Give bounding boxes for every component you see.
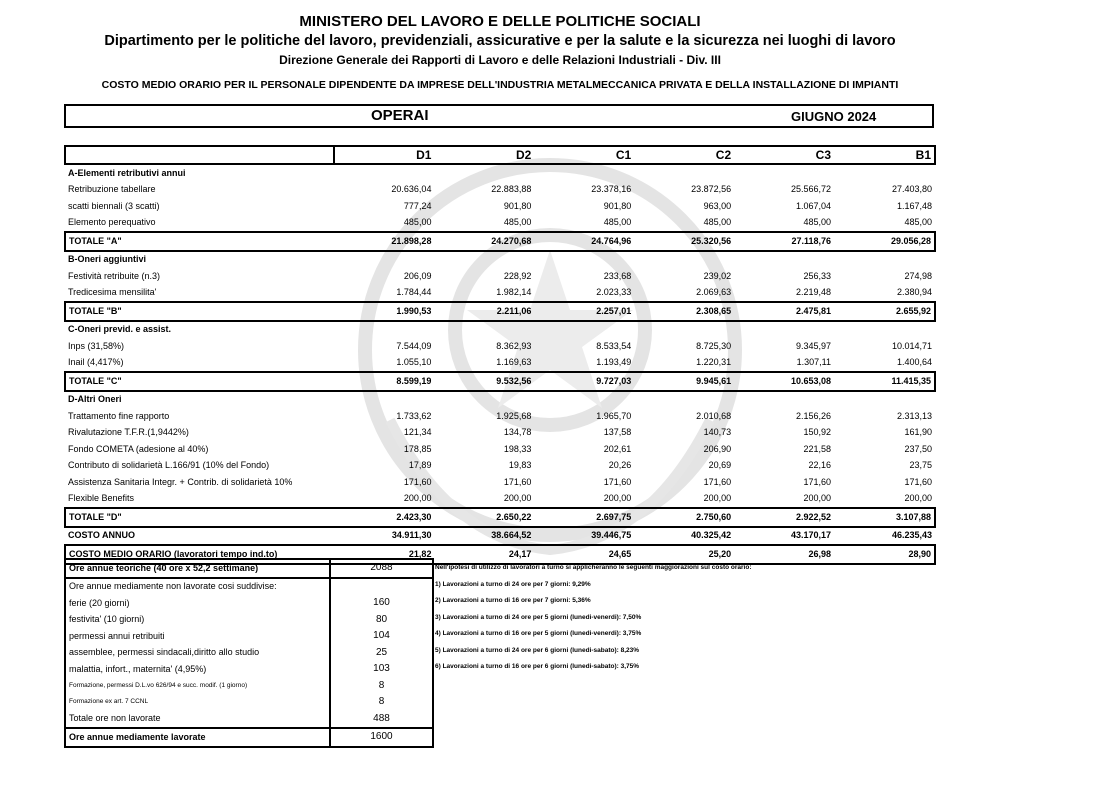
cell-c1 <box>534 321 634 339</box>
hours-value: 2088 <box>330 559 433 578</box>
table-row <box>65 474 935 491</box>
cell-c3: 2.475,81 <box>734 302 834 321</box>
section-row <box>65 251 935 269</box>
cell-d1: 2.423,30 <box>334 508 435 527</box>
row-label: TOTALE "C" <box>65 372 334 391</box>
shift-note: 1) Lavorazioni a turno di 24 ore per 7 giorni: 9,29% <box>435 580 591 588</box>
hours-value: 160 <box>330 595 433 612</box>
cell-c3: 485,00 <box>803 217 832 228</box>
cell-b1: 171,60 <box>904 476 932 487</box>
hours-row <box>65 578 433 596</box>
hours-row <box>65 559 433 578</box>
cell-c2: 25.320,56 <box>634 232 734 251</box>
row-label: C-Oneri previd. e assist. <box>68 324 172 335</box>
cell-c2: 2.010,68 <box>696 410 732 421</box>
cell-d2: 8.362,93 <box>496 340 532 351</box>
section-row <box>65 391 935 409</box>
cell-d2: 198,33 <box>503 443 532 454</box>
cell-d1: 206,09 <box>403 270 432 281</box>
category-banner <box>64 104 934 128</box>
cell-d2: 24.270,68 <box>434 232 534 251</box>
cell-d1: 21,82 <box>334 545 435 564</box>
cell-c2: 9.945,61 <box>634 372 734 391</box>
cell-c1: 39.446,75 <box>591 530 632 541</box>
cell-c3 <box>734 251 834 269</box>
cell-b1: 27.403,80 <box>891 184 932 195</box>
cell-d1 <box>334 321 435 339</box>
table-row <box>65 491 935 509</box>
column-header-d2: D2 <box>434 146 534 164</box>
cell-c3 <box>734 164 834 182</box>
cell-c1: 200,00 <box>603 493 632 504</box>
cell-c3: 256,33 <box>803 270 832 281</box>
row-label: Inps (31,58%) <box>68 340 125 351</box>
cell-d1: 8.599,19 <box>334 372 435 391</box>
row-label: TOTALE "D" <box>65 508 334 527</box>
cell-d1: 121,34 <box>403 427 432 438</box>
cell-d2 <box>434 164 534 182</box>
cell-c2: 2.069,63 <box>696 287 732 298</box>
cell-c3: 22,16 <box>808 460 832 471</box>
cell-b1 <box>834 251 935 269</box>
cell-c2 <box>634 391 734 409</box>
cell-d1: 34.911,30 <box>391 530 432 541</box>
cell-c1: 2.257,01 <box>534 302 634 321</box>
hours-value: 80 <box>330 612 433 629</box>
cell-c3: 25.566,72 <box>790 184 832 195</box>
hours-value: 1600 <box>330 728 433 747</box>
cell-b1 <box>834 164 935 182</box>
row-label: A-Elementi retributivi annui <box>68 167 186 178</box>
cell-c2: 963,00 <box>703 200 732 211</box>
hours-row <box>65 595 433 612</box>
cell-b1: 2.655,92 <box>834 302 935 321</box>
cell-b1: 485,00 <box>904 217 932 228</box>
hours-row <box>65 645 433 662</box>
cell-d1: 1.055,10 <box>396 357 432 368</box>
table-row <box>65 285 935 303</box>
cell-d2: 171,60 <box>503 476 532 487</box>
row-label: Elemento perequativo <box>68 217 156 228</box>
cell-d2 <box>434 321 534 339</box>
hours-label: Formazione, permessi D.L.vo 626/94 e succ. modif. (1 giorno) <box>69 681 248 689</box>
row-label: Festività retribuite (n.3) <box>68 270 161 281</box>
total-row <box>65 232 935 251</box>
cell-d2: 1.925,68 <box>496 410 532 421</box>
cell-c1: 24,65 <box>534 545 634 564</box>
hours-value: 8 <box>330 694 433 711</box>
column-header-c2: C2 <box>634 146 734 164</box>
cell-c3: 27.118,76 <box>734 232 834 251</box>
cell-d2: 38.664,52 <box>491 530 532 541</box>
cell-d2: 2.650,22 <box>434 508 534 527</box>
hours-label: Ore annue mediamente non lavorate cosi suddivise: <box>69 581 277 592</box>
cell-b1: 23,75 <box>909 460 932 471</box>
cell-c1: 2.023,33 <box>596 287 632 298</box>
cell-b1: 1.400,64 <box>896 357 932 368</box>
hours-value: 103 <box>330 661 433 678</box>
cell-b1: 161,90 <box>904 427 932 438</box>
column-header-blank <box>65 146 334 164</box>
shift-notes <box>435 561 751 677</box>
cell-c2: 2.750,60 <box>634 508 734 527</box>
cell-d1: 1.990,53 <box>334 302 435 321</box>
row-label: Tredicesima mensilita' <box>68 287 157 298</box>
cell-b1: 29.056,28 <box>834 232 935 251</box>
hours-value: 25 <box>330 645 433 662</box>
table-row <box>65 182 935 199</box>
hours-row <box>65 728 433 747</box>
row-label: Assistenza Sanitaria Integr. + Contrib. di solidarietà 10% <box>68 476 293 487</box>
hours-value <box>330 578 433 596</box>
directorate-title: Direzione Generale dei Rapporti di Lavoro e delle Relazioni Industriali - Div. III <box>279 53 721 67</box>
table-row <box>65 458 935 475</box>
row-label: Flexible Benefits <box>68 493 135 504</box>
cell-d2 <box>434 391 534 409</box>
cell-d1: 178,85 <box>403 443 432 454</box>
cell-c3: 2.922,52 <box>734 508 834 527</box>
cell-d2 <box>434 251 534 269</box>
cell-c2: 171,60 <box>703 476 732 487</box>
row-label: TOTALE "B" <box>65 302 334 321</box>
cell-c3: 9.345,97 <box>795 340 832 351</box>
cell-d1 <box>334 251 435 269</box>
cell-b1: 200,00 <box>904 493 932 504</box>
cell-c2: 140,73 <box>703 427 732 438</box>
cell-d2: 19,83 <box>508 460 532 471</box>
cell-b1 <box>834 321 935 339</box>
cell-d1: 777,24 <box>403 200 432 211</box>
cell-c3: 43.170,17 <box>790 530 832 541</box>
cell-d2: 200,00 <box>503 493 532 504</box>
cell-d2: 1.169,63 <box>496 357 532 368</box>
row-label: Trattamento fine rapporto <box>68 410 170 421</box>
hours-label: Totale ore non lavorate <box>69 713 161 724</box>
table-row <box>65 425 935 442</box>
cell-b1: 2.380,94 <box>896 287 932 298</box>
row-label: scatti biennali (3 scatti) <box>68 200 160 211</box>
cell-c1: 2.697,75 <box>534 508 634 527</box>
section-row <box>65 321 935 339</box>
cell-c3: 26,98 <box>734 545 834 564</box>
row-label: Inail (4,417%) <box>68 357 124 368</box>
cell-d2: 485,00 <box>503 217 532 228</box>
cell-d2: 228,92 <box>503 270 532 281</box>
shift-note: 5) Lavorazioni a turno di 24 ore per 6 giorni (lunedi-sabato): 8,23% <box>435 646 640 654</box>
hours-row <box>65 612 433 629</box>
table-row <box>65 215 935 233</box>
ministry-title: MINISTERO DEL LAVORO E DELLE POLITICHE SOCIALI <box>299 13 701 30</box>
column-header-row <box>65 146 935 164</box>
cell-c3: 2.156,26 <box>795 410 832 421</box>
cell-c2 <box>634 164 734 182</box>
cell-b1: 28,90 <box>834 545 935 564</box>
cell-c2: 40.325,42 <box>691 530 732 541</box>
document-subject: COSTO MEDIO ORARIO PER IL PERSONALE DIPENDENTE DA IMPRESE DELL'INDUSTRIA METALMECCANICA PRIVATA E DELLA INSTALLAZIONE DI IMPIANTI <box>101 79 899 91</box>
hours-label: Ore annue mediamente lavorate <box>65 728 330 747</box>
cell-b1: 46.235,43 <box>891 530 932 541</box>
row-label: B-Oneri aggiuntivi <box>68 254 147 265</box>
hours-label: Formazione ex art. 7 CCNL <box>69 698 149 705</box>
column-header-b1: B1 <box>834 146 935 164</box>
cell-c1: 233,68 <box>603 270 632 281</box>
cell-c2 <box>634 321 734 339</box>
cell-c1 <box>534 391 634 409</box>
cell-c2: 485,00 <box>703 217 732 228</box>
cell-d1: 17,89 <box>408 460 432 471</box>
cell-b1: 2.313,13 <box>896 410 932 421</box>
column-header-c1: C1 <box>534 146 634 164</box>
cell-d2: 901,80 <box>503 200 532 211</box>
cell-c1: 202,61 <box>603 443 632 454</box>
cell-c2: 239,02 <box>703 270 732 281</box>
hours-row <box>65 711 433 729</box>
cell-d1: 485,00 <box>403 217 432 228</box>
cell-d2: 9.532,56 <box>434 372 534 391</box>
total-row <box>65 508 935 527</box>
cell-b1: 274,98 <box>904 270 932 281</box>
cell-c1: 8.533,54 <box>596 340 632 351</box>
row-label: Contributo di solidarietà L.166/91 (10% del Fondo) <box>68 460 270 471</box>
hours-label: assemblee, permessi sindacali,diritto allo studio <box>69 647 260 658</box>
cell-d2: 134,78 <box>503 427 532 438</box>
cell-d2: 2.211,06 <box>434 302 534 321</box>
period-label: GIUGNO 2024 <box>791 109 877 124</box>
cell-b1: 1.167,48 <box>896 200 932 211</box>
cell-c1: 1.965,70 <box>596 410 632 421</box>
cell-b1: 10.014,71 <box>891 340 932 351</box>
cell-d1: 1.733,62 <box>396 410 432 421</box>
cell-c3: 150,92 <box>803 427 832 438</box>
cell-d1: 21.898,28 <box>334 232 435 251</box>
cell-c3 <box>734 391 834 409</box>
cell-c3: 200,00 <box>803 493 832 504</box>
cell-c1: 9.727,03 <box>534 372 634 391</box>
cell-d1: 20.636,04 <box>391 184 432 195</box>
table-row <box>65 198 935 215</box>
cell-c2: 206,90 <box>703 443 732 454</box>
cell-c1: 485,00 <box>603 217 632 228</box>
cell-d2: 1.982,14 <box>496 287 532 298</box>
cell-b1: 3.107,88 <box>834 508 935 527</box>
total-row <box>65 527 935 546</box>
hours-row <box>65 694 433 711</box>
cell-c3: 10.653,08 <box>734 372 834 391</box>
section-row <box>65 164 935 182</box>
cell-c1 <box>534 251 634 269</box>
cell-c2 <box>634 251 734 269</box>
cell-c1: 1.193,49 <box>596 357 632 368</box>
table-row <box>65 338 935 355</box>
row-label: D-Altri Oneri <box>68 394 122 405</box>
cell-c1 <box>534 164 634 182</box>
hours-label: malattia, infort., maternita' (4,95%) <box>69 663 207 674</box>
cell-d1: 1.784,44 <box>396 287 432 298</box>
hours-label: permessi annui retribuiti <box>69 630 165 641</box>
cell-d1: 200,00 <box>403 493 432 504</box>
row-label: COSTO ANNUO <box>68 530 136 541</box>
cell-d2: 22.883,88 <box>491 184 532 195</box>
column-header-c3: C3 <box>734 146 834 164</box>
cell-c2: 1.220,31 <box>696 357 732 368</box>
cost-table <box>64 145 936 565</box>
cell-c3: 221,58 <box>803 443 832 454</box>
table-row <box>65 408 935 425</box>
cell-c3 <box>734 321 834 339</box>
row-label: TOTALE "A" <box>65 232 334 251</box>
row-label: Rivalutazione T.F.R.(1,9442%) <box>68 427 189 438</box>
hours-row <box>65 628 433 645</box>
hours-value: 104 <box>330 628 433 645</box>
cell-d1 <box>334 164 435 182</box>
cell-d1 <box>334 391 435 409</box>
row-label: Retribuzione tabellare <box>68 184 156 195</box>
cell-c2: 2.308,65 <box>634 302 734 321</box>
cell-c3: 1.067,04 <box>795 200 832 211</box>
column-header-d1: D1 <box>334 146 435 164</box>
cell-b1 <box>834 391 935 409</box>
cell-c3: 171,60 <box>803 476 832 487</box>
table-row <box>65 268 935 285</box>
row-label: Fondo COMETA (adesione al 40%) <box>68 443 209 454</box>
hours-label: Ore annue teoriche (40 ore x 52,2 settimane) <box>65 559 330 578</box>
cell-b1: 11.415,35 <box>834 372 935 391</box>
cell-c3: 2.219,48 <box>795 287 832 298</box>
hours-label: festivita' (10 giorni) <box>69 614 145 625</box>
notes-intro: Nell'ipotesi di utilizzo di lavoratori a turno si applicheranno le seguenti maggiorazioni sul costo orario: <box>435 564 752 571</box>
shift-note: 2) Lavorazioni a turno di 16 ore per 7 giorni: 5,36% <box>435 597 591 604</box>
cell-d1: 171,60 <box>403 476 432 487</box>
shift-note: 6) Lavorazioni a turno di 16 ore per 6 giorni (lunedi-sabato): 3,75% <box>435 663 640 670</box>
cell-c2: 8.725,30 <box>696 340 732 351</box>
total-row <box>65 302 935 321</box>
category-label: OPERAI <box>371 107 429 124</box>
shift-note: 4) Lavorazioni a turno di 16 ore per 5 giorni (lunedi-venerdi): 3,75% <box>435 630 642 637</box>
total-row <box>65 372 935 391</box>
hours-value: 488 <box>330 711 433 729</box>
hours-row <box>65 678 433 695</box>
table-row <box>65 441 935 458</box>
cell-c1: 901,80 <box>603 200 632 211</box>
cell-c1: 171,60 <box>603 476 632 487</box>
cell-b1: 237,50 <box>904 443 932 454</box>
department-title: Dipartimento per le politiche del lavoro, previdenziali, assicurative e per la salute e la sicurezza nei luoghi di lavoro <box>104 33 896 49</box>
cell-d1: 7.544,09 <box>396 340 432 351</box>
hours-table <box>64 558 434 748</box>
cell-c1: 23.378,16 <box>591 184 632 195</box>
hours-row <box>65 661 433 678</box>
hours-label: ferie (20 giorni) <box>69 597 130 608</box>
table-row <box>65 355 935 373</box>
cell-c1: 20,26 <box>608 460 632 471</box>
cell-d2: 24,17 <box>434 545 534 564</box>
cell-c1: 137,58 <box>603 427 632 438</box>
row-label: COSTO MEDIO ORARIO (lavoratori tempo ind.to) <box>65 545 334 564</box>
cell-c2: 20,69 <box>708 460 732 471</box>
hours-value: 8 <box>330 678 433 695</box>
shift-note: 3) Lavorazioni a turno di 24 ore per 5 giorni (lunedi-venerdi): 7,50% <box>435 613 642 621</box>
cell-c2: 200,00 <box>703 493 732 504</box>
cell-c2: 23.872,56 <box>691 184 732 195</box>
cell-c1: 24.764,96 <box>534 232 634 251</box>
cell-c2: 25,20 <box>634 545 734 564</box>
cell-c3: 1.307,11 <box>796 357 832 368</box>
